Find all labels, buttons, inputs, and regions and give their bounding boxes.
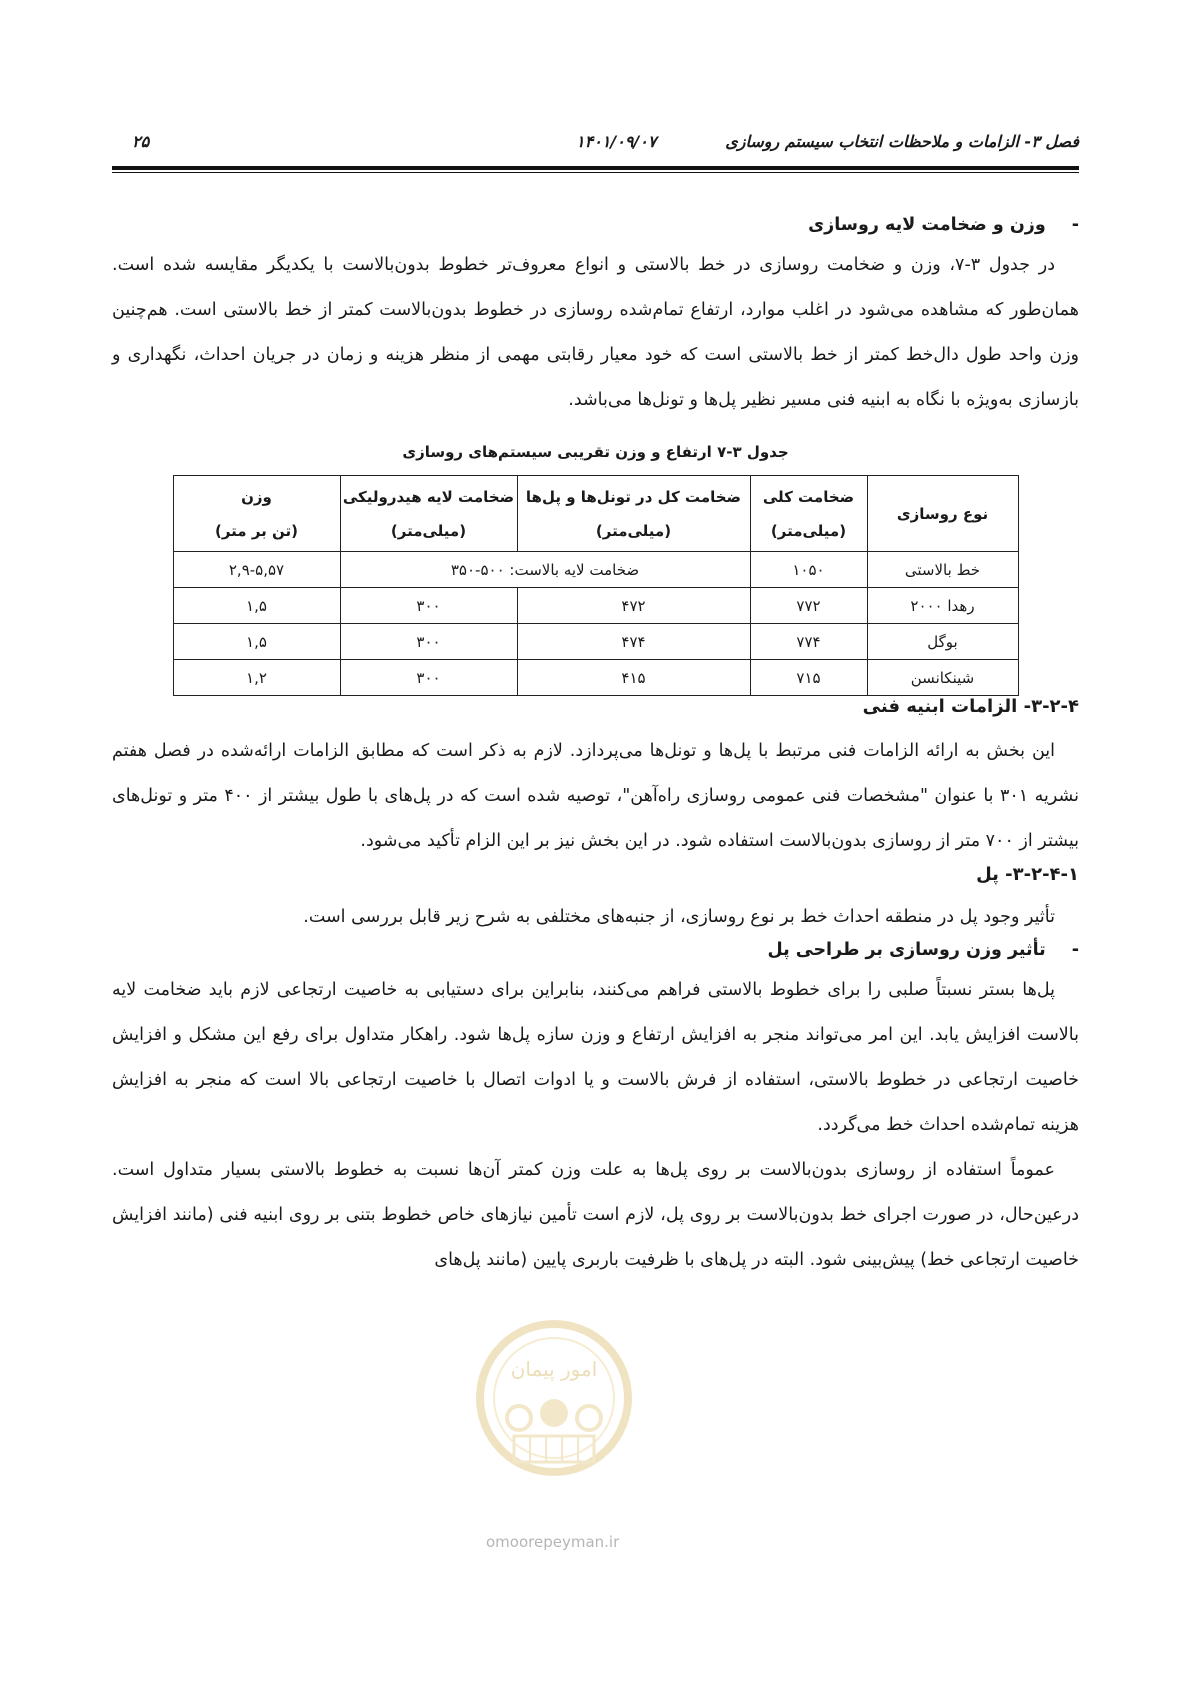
cell-type: بوگل bbox=[867, 624, 1018, 660]
header-weight-line1: وزن bbox=[241, 487, 272, 506]
cell-tunnel: ۴۷۲ bbox=[517, 588, 750, 624]
section-heading-technical-structures: ۳-۲-۴- الزامات ابنیه فنی bbox=[862, 696, 1079, 717]
header-total-line2: (میلی‌متر) bbox=[770, 521, 847, 540]
header-cell-weight bbox=[173, 476, 340, 552]
cell-merged-ballast-layer: ضخامت لایه بالاست: ۵۰۰-۳۵۰ bbox=[340, 552, 750, 588]
pavement-systems-table bbox=[173, 475, 1019, 696]
bullet-dash: - bbox=[1071, 215, 1079, 235]
header-tunnel-line2: (میلی‌متر) bbox=[595, 521, 672, 540]
page-number: ۲۵ bbox=[132, 132, 150, 151]
bullet-heading-text: تأثیر وزن روسازی بر طراحی پل bbox=[767, 940, 1046, 960]
cell-weight: ۱,۵ bbox=[173, 588, 340, 624]
cell-tunnel: ۴۱۵ bbox=[517, 660, 750, 696]
watermark-logo-icon bbox=[474, 1318, 634, 1518]
cell-tunnel: ۴۷۴ bbox=[517, 624, 750, 660]
cell-weight: ۱,۲ bbox=[173, 660, 340, 696]
table-row bbox=[173, 660, 1018, 696]
header-rule-thick bbox=[112, 166, 1079, 170]
table-row bbox=[173, 624, 1018, 660]
header-cell-type: نوع روسازی bbox=[867, 476, 1018, 552]
watermark-url: omoorepeyman.ir bbox=[486, 1533, 620, 1551]
page-content bbox=[112, 215, 1079, 1283]
cell-total: ۷۷۴ bbox=[750, 624, 867, 660]
table-row-ballast bbox=[173, 552, 1018, 588]
bullet-heading-weight-thickness bbox=[112, 215, 1079, 235]
header-hydraulic-line2: (میلی‌متر) bbox=[390, 521, 467, 540]
paragraph-bridge-rigidity: پل‌ها بستر نسبتاً صلبی را برای خطوط بالاستی فراهم می‌کنند، بنابراین برای دستیابی به خاصیت ارتجاعی لازم باید ضخامت لایه بالاست افزایش یابد. این امر می‌تواند منجر به افزایش ارتفاع و وزن سازه پل‌ها شود. راهکار متداول برای رفع این مشکل و افزایش خاصیت ارتجاعی در خطوط بالاستی، استفاده از فرش بالاست و یا ادوات اتصال با خاصیت ارتجاعی بالا است که منجر به افزایش هزینه تمام‌شده احداث خط می‌گردد. bbox=[112, 980, 1079, 1135]
page-header bbox=[112, 128, 1079, 158]
cell-total: ۷۱۵ bbox=[750, 660, 867, 696]
cell-type: خط بالاستی bbox=[867, 552, 1018, 588]
table-header-row bbox=[173, 476, 1018, 552]
table-caption: جدول ۳-۷ ارتفاع و وزن تقریبی سیستم‌های روسازی bbox=[402, 443, 789, 461]
header-total-line1: ضخامت کلی bbox=[762, 487, 855, 506]
header-weight-line2: (تن بر متر) bbox=[215, 521, 298, 540]
header-date: ۱۴۰۱/۰۹/۰۷ bbox=[576, 132, 657, 151]
cell-type: شینکانسن bbox=[867, 660, 1018, 696]
cell-type: رهدا ۲۰۰۰ bbox=[867, 588, 1018, 624]
header-cell-hydraulic bbox=[340, 476, 517, 552]
paragraph-bridge-intro: تأثیر وجود پل در منطقه احداث خط بر نوع روسازی، از جنبه‌های مختلفی به شرح زیر قابل بررسی است. bbox=[303, 907, 1055, 927]
cell-hydraulic: ۳۰۰ bbox=[340, 588, 517, 624]
paragraph-weight-thickness: در جدول ۳-۷، وزن و ضخامت روسازی در خط بالاستی و انواع معروف‌تر خطوط بدون‌بالاست با یکدیگر مقایسه شده است. همان‌طور که مشاهده می‌شود در اغلب موارد، ارتفاع تمام‌شده روسازی در خطوط بدون‌بالاست کمتر از خط بالاستی است. هم‌چنین وزن واحد طول دال‌خط کمتر از خط بالاستی است که خود معیار رقابتی مهمی از منظر هزینه و زمان در جریان احداث، نگهداری و بازسازی به‌ویژه با نگاه به ابنیه فنی مسیر نظیر پل‌ها و تونل‌ها می‌باشد. bbox=[112, 255, 1079, 410]
cell-weight: ۱,۵ bbox=[173, 624, 340, 660]
svg-text:امور پیمان: امور پیمان bbox=[510, 1357, 598, 1381]
bullet-dash: - bbox=[1071, 940, 1079, 960]
header-hydraulic-line1: ضخامت لایه هیدرولیکی bbox=[342, 487, 515, 506]
header-tunnel-line1: ضخامت کل در تونل‌ها و پل‌ها bbox=[525, 487, 742, 506]
bullet-heading-text: وزن و ضخامت لایه روسازی bbox=[808, 215, 1046, 235]
cell-hydraulic: ۳۰۰ bbox=[340, 624, 517, 660]
cell-weight: ۲,۹-۵,۵۷ bbox=[173, 552, 340, 588]
section-heading-bridge: ۳-۲-۴-۱- پل bbox=[976, 864, 1079, 885]
header-cell-total bbox=[750, 476, 867, 552]
paragraph-ballastless-on-bridges: عموماً استفاده از روسازی بدون‌بالاست بر روی پل‌ها به علت وزن کمتر آن‌ها نسبت به خطوط بالاستی بسیار متداول است. درعین‌حال، در صورت اجرای خط بدون‌بالاست بر روی پل، لازم است تأمین نیازهای خاص خطوط بتنی بر روی ابنیه فنی (مانند افزایش خاصیت ارتجاعی خط) پیش‌بینی شود. البته در پل‌های با ظرفیت باربری پایین (مانند پل‌های bbox=[112, 1160, 1079, 1270]
bullet-heading-weight-on-bridge bbox=[112, 940, 1079, 960]
cell-total: ۷۷۲ bbox=[750, 588, 867, 624]
header-cell-tunnel bbox=[517, 476, 750, 552]
cell-hydraulic: ۳۰۰ bbox=[340, 660, 517, 696]
table-row bbox=[173, 588, 1018, 624]
cell-total: ۱۰۵۰ bbox=[750, 552, 867, 588]
paragraph-technical-structures: این بخش به ارائه الزامات فنی مرتبط با پل‌ها و تونل‌ها می‌پردازد. لازم به ذکر است که مطابق الزامات ارائه‌شده در فصل هفتم نشریه ۳۰۱ با عنوان "مشخصات فنی عمومی روسازی راه‌آهن"، توصیه شده است که در پل‌های با طول بیشتر از ۴۰۰ متر و تونل‌های بیشتر از ۷۰۰ متر از روسازی بدون‌بالاست استفاده شود. در این بخش نیز بر این الزام تأکید می‌شود. bbox=[112, 741, 1079, 851]
header-rule-thin bbox=[112, 172, 1079, 173]
chapter-title: فصل ۳- الزامات و ملاحظات انتخاب سیستم روسازی bbox=[725, 132, 1079, 151]
